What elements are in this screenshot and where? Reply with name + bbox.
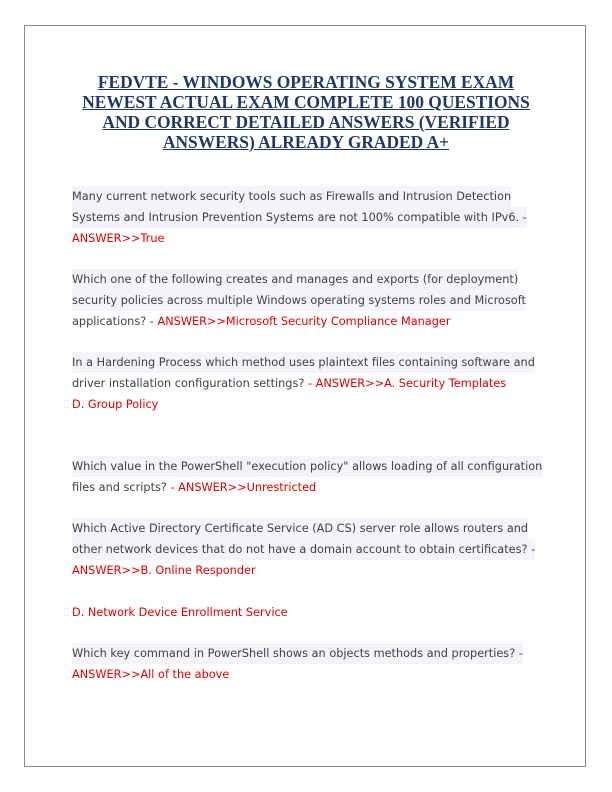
question-line: Many current network security tools such as Firewalls and Intrusion Detection [72,186,511,207]
qa-item-3 [72,352,542,415]
question-line: In a Hardening Process which method uses plaintext files containing software and [72,352,535,373]
document-title [66,72,546,152]
qa-item-6 [72,643,542,685]
qa-item-4 [72,456,542,498]
question-line: Systems and Intrusion Prevention Systems are not 100% compatible with IPv6. - [72,207,527,228]
answer-text: ANSWER>>True [72,232,165,245]
question-line: security policies across multiple Windows operating systems roles and Microsoft [72,290,526,311]
question-line: files and scripts? [72,481,171,494]
title-line: AND CORRECT DETAILED ANSWERS (VERIFIED [102,112,510,132]
title-line: ANSWERS) ALREADY GRADED A+ [162,132,450,152]
question-line: Which one of the following creates and manages and exports (for deployment) [72,269,518,290]
question-line: driver installation configuration settings? [72,377,308,390]
answer-text: - ANSWER>>A. Security Templates [307,377,507,390]
answer-text: ANSWER>>Microsoft Security Compliance Manager [157,315,451,328]
question-line: other network devices that do not have a domain account to obtain certificates? - [72,539,535,560]
question-line: Which key command in PowerShell shows an objects methods and properties? - [72,643,523,664]
answer-text: - ANSWER>>Unrestricted [170,481,317,494]
title-line: FEDVTE - WINDOWS OPERATING SYSTEM EXAM [97,72,515,92]
qa-item-2 [72,269,542,332]
answer-text: ANSWER>>All of the above [72,668,230,681]
qa-item-1 [72,186,542,249]
answer-text: ANSWER>>B. Online Responder [72,564,256,577]
title-line: NEWEST ACTUAL EXAM COMPLETE 100 QUESTIONS [82,92,530,112]
question-line: Which Active Directory Certificate Service (AD CS) server role allows routers and [72,518,528,539]
question-line: applications? - [72,315,158,328]
answer-extra: D. Network Device Enrollment Service [72,606,288,619]
answer-extra: D. Group Policy [72,398,159,411]
question-line: Which value in the PowerShell "execution policy" allows loading of all configuration [72,456,542,477]
qa-item-5 [72,518,542,623]
